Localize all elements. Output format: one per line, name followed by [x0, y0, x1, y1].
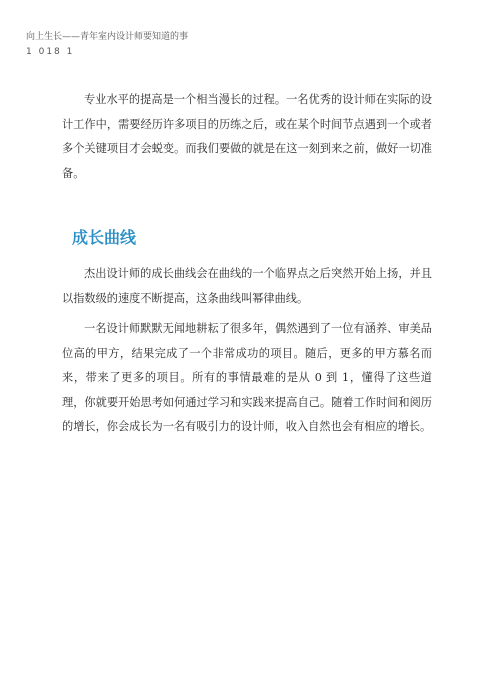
page-number: 1 018 1 — [26, 47, 75, 57]
intro-paragraph: 专业水平的提高是一个相当漫长的过程。一名优秀的设计师在实际的设计工作中，需要经历许多项目的历练之后，或在某个时间节点遇到一个或者多个关键项目才会蜕变。而我们要做的就是在这一刻到来之前，做好一切准备。 — [62, 93, 432, 180]
growth-curve-paragraph: 杰出设计师的成长曲线会在曲线的一个临界点之后突然开始上扬，并且以指数级的速度不断提高，这条曲线叫幂律曲线。 — [62, 267, 432, 305]
designer-story-paragraph: 一名设计师默默无闻地耕耘了很多年，偶然遇到了一位有涵养、审美品位高的甲方，结果完成了一个非常成功的项目。随后，更多的甲方慕名而来，带来了更多的项目。所有的事情最难的是从 0 到 1，懂得了这些道理，你就要开始思考如何通过学习和实践来提高自己。随着工作时间和阅历的增长，你会成长为一名有吸引力的设计师，收入自然也会有相应的增长。 — [62, 322, 432, 433]
section-title: 成长曲线 — [72, 228, 137, 247]
running-header: 向上生长——青年室内设计师要知道的事 — [26, 32, 189, 42]
